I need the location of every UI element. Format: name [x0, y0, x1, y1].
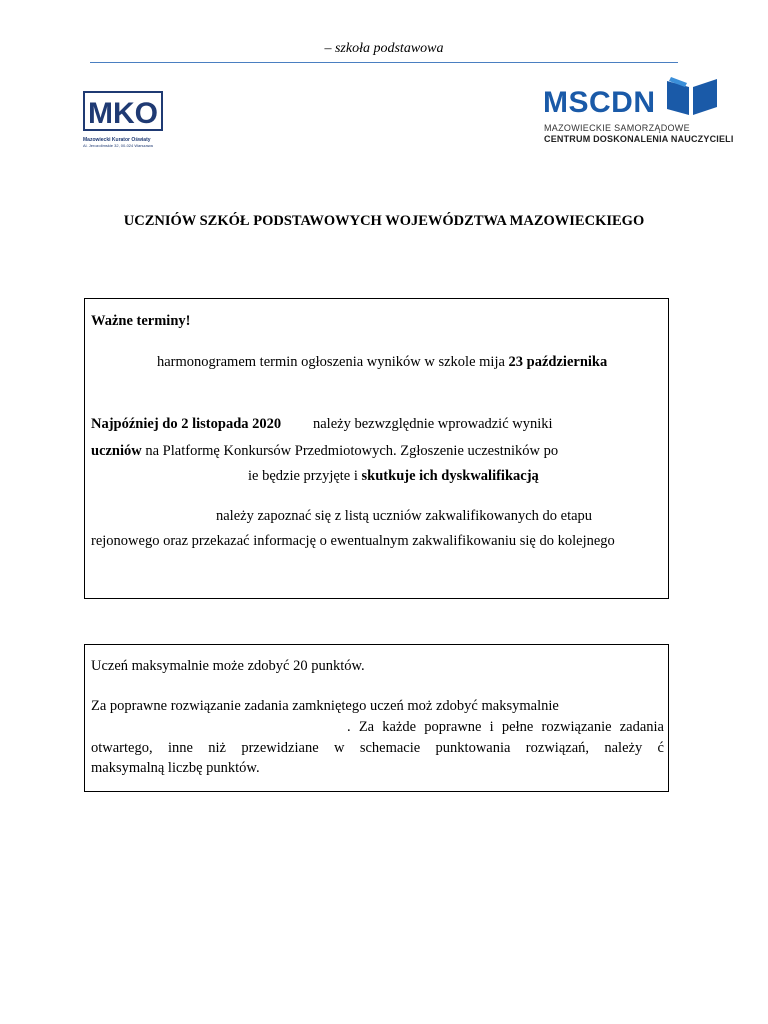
page-title: UCZNIÓW SZKÓŁ PODSTAWOWYCH WOJEWÓDZTWA MAZOWIECKIEGO [123, 213, 645, 229]
max-points-line: Uczeń maksymalnie może zdobyć 20 punktów. [91, 658, 365, 674]
book-icon [663, 75, 721, 119]
mscdn-letters: MSCDN [543, 86, 656, 119]
regional-stage-line: rejonowego oraz przekazać informację o ewentualnym zakwalifikowaniu się do kolejnego [91, 533, 615, 549]
mko-logo-mark [83, 91, 163, 131]
closed-task-line: Za poprawne rozwiązanie zadania zamkniętego uczeń moż zdobyć maksymalnie [91, 698, 559, 714]
mscdn-subtitle-line2: CENTRUM DOSKONALENIA NAUCZYCIELI [544, 134, 734, 144]
qualified-list-line: należy zapoznać się z listą uczniów zakwalifikowanych do etapu [216, 508, 593, 524]
alternative-solution-line: otwartego, inne niż przewidziane w schemacie punktowania rozwiązań, należy ć [91, 740, 664, 756]
deadline-text: należy bezwzględnie wprowadzić wyniki [313, 416, 553, 432]
header-divider [90, 62, 678, 63]
disqualification-line: ie będzie przyjęte i skutkuje ich dyskwalifikacją [248, 468, 539, 484]
mscdn-logo [543, 75, 743, 145]
results-deadline-line: harmonogramem termin ogłoszenia wyników w szkole mija 23 października [157, 354, 608, 370]
mko-caption-line1: Mazowiecki Kurator Oświaty [83, 137, 151, 143]
max-score-line: maksymalną liczbę punktów. [91, 760, 260, 776]
platform-line: uczniów na Platformę Konkursów Przedmiotowych. Zgłoszenie uczestników po [91, 443, 559, 459]
mko-letters: MKO [88, 97, 158, 130]
mko-logo [83, 91, 173, 149]
mko-caption-line2: Al. Jerozolimskie 32, 00-024 Warszawa [83, 143, 153, 148]
open-task-line: . Za każde poprawne i pełne rozwiązanie zadania [347, 719, 664, 735]
mscdn-subtitle-line1: MAZOWIECKIE SAMORZĄDOWE [544, 123, 690, 133]
deadline-bold: Najpóźniej do 2 listopada 2020 [91, 416, 282, 432]
important-dates-heading: Ważne terminy! [91, 313, 191, 329]
header-text: – szkoła podstawowa [324, 41, 444, 56]
